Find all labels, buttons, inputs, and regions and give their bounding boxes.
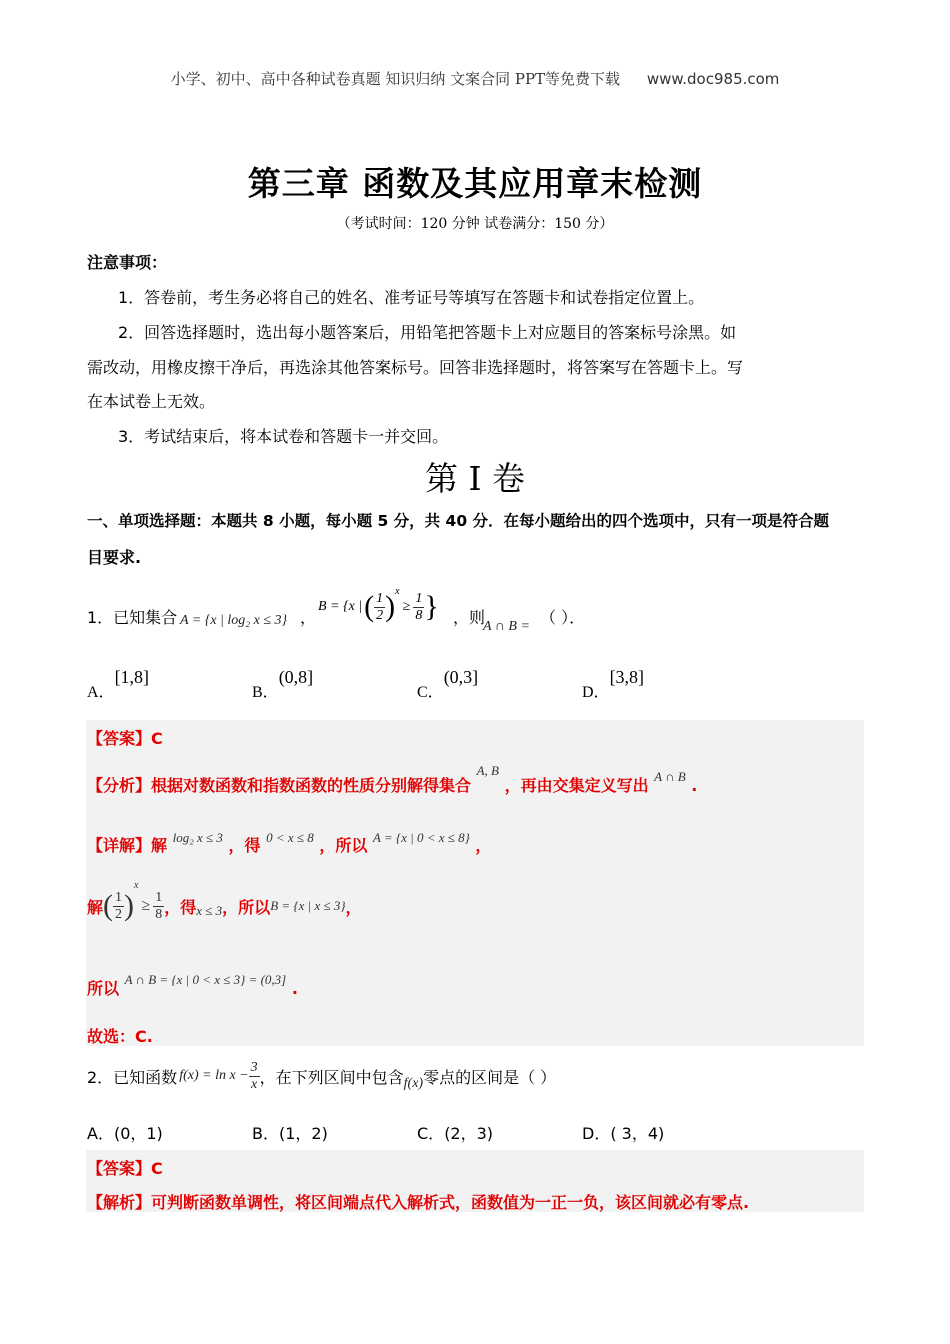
q1-answer-box: [86, 720, 864, 1046]
frac-den: 8: [415, 607, 423, 623]
detail-text: 【详解】解: [87, 836, 168, 855]
frac-num: 1: [376, 590, 384, 606]
note-item: 1．答卷前，考生务必将自己的姓名、准考证号等填写在答题卡和试卷指定位置上。: [118, 288, 705, 307]
q1-geq: ≥: [402, 599, 411, 614]
analysis-text: 【分析】根据对数函数和指数函数的性质分别解得集合: [87, 776, 472, 795]
exam-info: （考试时间：120 分钟 试卷满分：150 分）: [336, 216, 614, 232]
section-heading: 一、单项选择题：本题共 8 小题，每小题 5 分，共 40 分．在每小题给出的四个选项中，只有一项是符合题: [87, 512, 830, 530]
q2-fraction: [249, 1060, 260, 1093]
site-banner: [0, 68, 950, 89]
q1-detail-line2: 解 ( $\frac{1}{2}$ ) $^x$ ≥ $\frac{1}{8}$ ，得 x ≤ 3 ，所以 B = {x | x ≤ 3} ，: [87, 880, 362, 922]
analysis-text: .: [691, 776, 698, 795]
detail-text: 解: [87, 897, 104, 917]
q2-answer-box: [86, 1150, 864, 1212]
q1-answer: 【答案】C: [87, 729, 163, 748]
q2-text: ，在下列区间中包含: [259, 1067, 404, 1087]
frac-num: 1: [415, 590, 423, 606]
page-title: 第三章 函数及其应用章末检测: [247, 164, 703, 203]
option-label: C．: [417, 684, 444, 701]
banner-url[interactable]: www.doc985.com: [646, 70, 780, 88]
q1-option-c[interactable]: [417, 665, 479, 701]
frac-num: 1: [155, 889, 163, 905]
q1-set-a: A = {x | log₂ x ≤ 3}: [180, 613, 288, 628]
q1-analysis: [87, 763, 698, 796]
q2-stem: [87, 1053, 556, 1099]
detail-math: A = {x | 0 < x ≤ 8}: [372, 830, 470, 845]
volume-heading: 第 I 卷: [424, 459, 525, 498]
half-fraction: [113, 890, 124, 923]
q1-paren: （ ）．: [540, 608, 586, 627]
q1-comma: ，: [300, 608, 317, 627]
q1-option-d[interactable]: [582, 665, 645, 701]
note-item: 2．回答选择题时，选出每小题答案后，用铅笔把答题卡上对应题目的答案标号涂黑。如: [118, 323, 737, 342]
note-item: 需改动，用橡皮擦干净后，再选涂其他答案标号。回答非选择题时，将答案写在答题卡上。写: [87, 358, 744, 377]
option-value: (0，1): [113, 1124, 163, 1143]
frac-den: 8: [155, 906, 163, 922]
q1-option-b[interactable]: [252, 665, 314, 701]
q2-option-c[interactable]: [417, 1121, 493, 1144]
detail-text: ，: [475, 836, 492, 855]
q1-option-a[interactable]: [87, 665, 150, 701]
detail-text: ，得: [228, 836, 261, 855]
detail-math: log₂ x ≤ 3: [172, 830, 223, 845]
option-value: [1,8]: [114, 667, 150, 687]
detail-text: ，得: [164, 897, 197, 917]
q1-conclusion: 故选：C.: [87, 1027, 153, 1046]
note-item: 在本试卷上无效。: [87, 392, 216, 411]
exponent: x: [134, 880, 139, 891]
detail-text: ，所以: [222, 897, 271, 917]
q2-option-d[interactable]: [582, 1121, 664, 1144]
option-value: (2，3): [444, 1124, 494, 1143]
q1-set-b-left: B = {x |: [318, 599, 363, 614]
q1-prefix: 1．已知集合: [87, 608, 178, 627]
detail-math: A ∩ B = {x | 0 < x ≤ 3} = (0,3]: [124, 972, 287, 987]
frac-den: 2: [376, 607, 384, 623]
analysis-text: ，再由交集定义写出: [504, 776, 649, 795]
q1-set-b: B = {x | ( $\frac{1}{2}$ ) $^x$ ≥ $\frac{1}{8}$ }: [318, 586, 439, 623]
q1-set-b-right: }: [424, 590, 439, 623]
q2-fx: f(x): [403, 1076, 424, 1091]
banner-text: 小学、初中、高中各种试卷真题 知识归纳 文案合同 PPT等免费下载: [170, 70, 621, 88]
option-label: A．: [87, 1124, 114, 1143]
option-value: [3,8]: [609, 667, 645, 687]
option-label: B．: [252, 684, 279, 701]
frac-den: x: [251, 1076, 258, 1092]
frac-den: 2: [115, 906, 123, 922]
option-value: (1，2): [278, 1124, 328, 1143]
q2-text: 零点的区间是（ ）: [423, 1067, 557, 1087]
option-value: (0,3]: [443, 667, 479, 687]
q1-detail: [87, 830, 492, 856]
q1-half: [374, 591, 385, 624]
note-item: 3．考试结束后，将本试卷和答题卡一并交回。: [118, 427, 449, 446]
detail-text: .: [291, 979, 298, 998]
frac-num: 1: [115, 889, 123, 905]
q1-then: ，则: [453, 608, 486, 627]
q1-exponent: x: [395, 586, 400, 597]
notes-heading: 注意事项：: [87, 253, 168, 272]
q1-intersection: A ∩ B =: [483, 619, 530, 634]
option-label: A．: [87, 684, 115, 701]
q2-function: f(x) = ln x −: [179, 1068, 249, 1083]
detail-math: x ≤ 3: [196, 903, 223, 918]
q2-prefix: 2．已知函数: [87, 1067, 178, 1087]
detail-text: ，: [345, 897, 362, 917]
section-heading-cont: 目要求.: [87, 548, 142, 567]
q2-option-b[interactable]: [252, 1121, 328, 1144]
analysis-math: A, B: [476, 763, 499, 778]
q2-answer: 【答案】C: [87, 1159, 163, 1178]
q2-option-a[interactable]: [87, 1121, 163, 1144]
eighth-fraction: [153, 890, 164, 923]
analysis-math: A ∩ B: [654, 769, 686, 784]
detail-text: 所以: [87, 979, 120, 998]
q1-eighth: [413, 591, 424, 624]
option-label: D．: [582, 1124, 611, 1143]
option-value: (0,8]: [278, 667, 314, 687]
option-label: C．: [417, 1124, 445, 1143]
geq-sign: ≥: [141, 897, 151, 914]
frac-num: 3: [250, 1059, 258, 1075]
q2-analysis: 【解析】可判断函数单调性，将区间端点代入解析式，函数值为一正一负，该区间就必有零点.: [87, 1193, 750, 1212]
detail-math: B = {x | x ≤ 3}: [270, 898, 346, 913]
q1-detail-line3: [87, 972, 298, 999]
detail-text: ，所以: [319, 836, 368, 855]
option-value: ( 3，4): [610, 1124, 665, 1143]
option-label: B．: [252, 1124, 279, 1143]
option-label: D．: [582, 684, 610, 701]
detail-math: 0 < x ≤ 8: [266, 830, 314, 845]
